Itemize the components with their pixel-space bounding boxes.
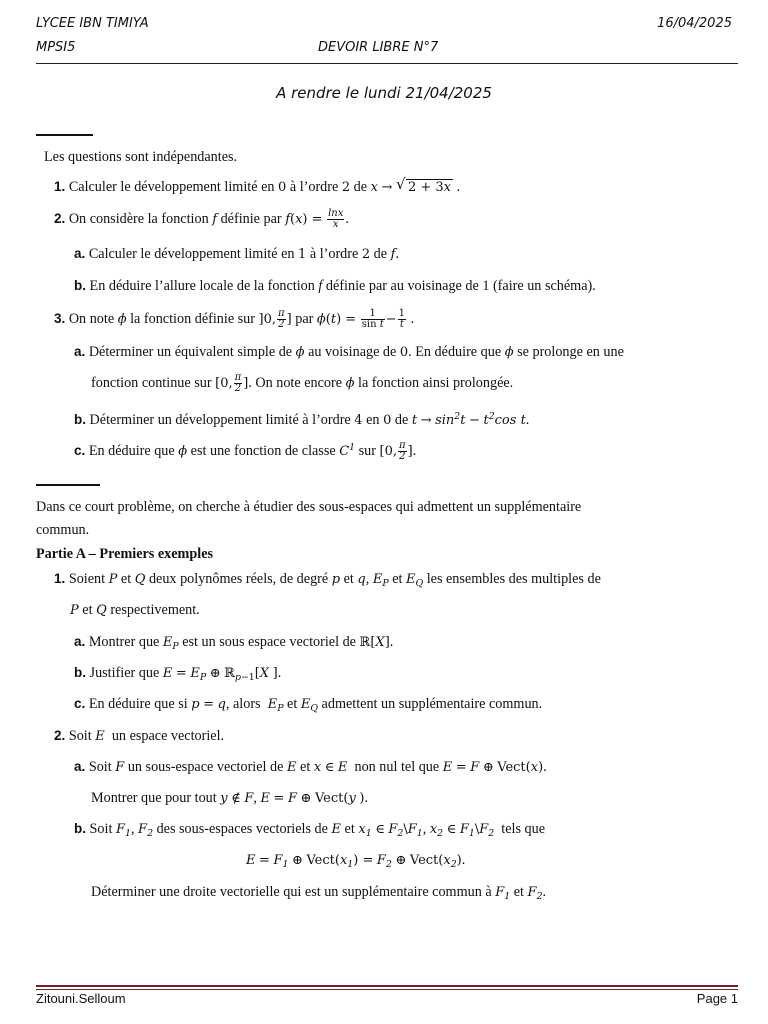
exercise1-question-3a-line1: a. Déterminer un équivalent simple de ϕ au voisinage de 0. En déduire que ϕ se prolonge en une [74,344,624,360]
subquestion-label: a. [74,344,86,359]
footer-page-number: Page 1 [696,991,738,1006]
exercise1-question-3a-line2: fonction continue sur [0, $\frac{\pi}{2}$ ]. On note encore ϕ la fonction ainsi prolongée. [91,372,514,395]
exercise1-question-1: 1. Calculer le développement limité en 0 à l’ordre 2 de x → √ 2 + 3x . [54,177,460,198]
exercise1-question-3: 3. On note ϕ la fonction définie sur ]0, $\frac{\pi}{2}$ ] par ϕ(t) = $\frac{1}{\text{sin t}}$ − $\frac{1}{t}$ . [54,308,415,331]
exercise2-question-2b-formula: $E = F_1$ ⊕ $Vect(x_1) = F_2$ ⊕ $Vect(x_2)$. [246,852,466,870]
subquestion-label: c. [74,443,86,459]
class-name: MPSI5 [36,40,76,55]
subquestion-label: b. [74,665,86,680]
exercise1-question-2b: b. En déduire l’allure locale de la fonction f définie par au voisinage de 1 (faire un schéma). [74,278,596,294]
exercise2-question-1c: c. En déduire que si p = q, alors $E_P$ et $E_Q$ admettent un supplémentaire commun. [74,696,543,714]
exercise2-question-2a-line2: Montrer que pour tout y ∉ F, E = F ⊕ Vect(y ). [91,790,368,806]
exercise2-intro-line1: Dans ce court problème, on cherche à étudier des sous-espaces qui admettent un supplémentaire [36,499,582,515]
exercise1-question-2a: a. Calculer le développement limité en 1 à l’ordre 2 de f. [74,246,399,262]
question-number: 3. [54,311,66,326]
question-number: 2. [54,728,66,743]
exercise2-question-2b-line1: b. Soit $F_1$, $F_2$ des sous-espaces vectoriels de E et $x_1$ ∈ $F_2\backslash F_1$, $x_2$ ∈ $F_1\backslash F_2$ tels que [74,821,546,839]
exercise2-question-2a-line1: a. Soit F un sous-espace vectoriel de E et x ∈ E non nul tel que E = F ⊕ Vect(x). [74,759,547,775]
subquestion-label: a. [74,246,86,261]
sqrt-expression: √ 2 + 3x [395,175,452,195]
subquestion-label: c. [74,696,86,711]
exercise2-marker [36,484,100,486]
exercise2-question-1a: a. Montrer que $E_P$ est un sous espace vectoriel de ℝ[X]. [74,634,394,652]
header-divider [36,63,738,64]
exercise1-question-3c: c. En déduire que ϕ est une fonction de classe $C^1$ sur [0, $\frac{\pi}{2}$ ]. [74,440,417,463]
subquestion-label: b. [74,278,86,293]
fraction-lnx-over-x: $\frac{\ln x}{x}$ [328,208,344,231]
subquestion-label: a. [74,759,86,774]
part-a-title: Partie A – Premiers exemples [36,546,214,562]
exercise2-question-1-line1: 1. Soient P et Q deux polynômes réels, de degré p et q, $E_P$ et $E_Q$ les ensembles des multiples de [54,571,601,589]
question-number: 1. [54,571,66,586]
due-date-line: A rendre le lundi 21/04/2025 [276,84,492,102]
exercise2-question-1-line2: P et Q respectivement. [70,602,200,618]
assignment-title: DEVOIR LIBRE N°7 [318,40,439,55]
exercise2-question-2b-line3: Déterminer une droite vectorielle qui est un supplémentaire commun à $F_1$ et $F_2$. [91,884,547,902]
exercise1-intro: Les questions sont indépendantes. [44,149,238,165]
footer-author: Zitouni.Selloum [36,991,126,1006]
header-date: 16/04/2025 [657,16,732,31]
subquestion-label: b. [74,412,86,428]
exercise1-marker [36,134,93,136]
exercise1-question-3b: b. Déterminer un développement limité à l’ordre 4 en 0 de $t \to \sin^2t - t^2\cos$ t. [74,411,530,429]
subquestion-label: a. [74,634,86,649]
exercise2-question-1b: b. Justifier que $E = E_P$ ⊕ ℝ$_{p-1}$[X ]. [74,665,282,683]
school-name: LYCEE IBN TIMIYA [36,16,149,31]
exercise2-question-2: 2. Soit E un espace vectoriel. [54,728,225,744]
exercise2-intro-line2: commun. [36,522,90,538]
question-number: 1. [54,179,66,194]
exercise1-question-2: 2. On considère la fonction f définie par f(x) = $\frac{\ln x}{x}$ . [54,208,349,231]
footer-divider-thin [36,989,738,990]
question-number: 2. [54,211,66,226]
footer-divider [36,985,738,987]
subquestion-label: b. [74,821,86,836]
